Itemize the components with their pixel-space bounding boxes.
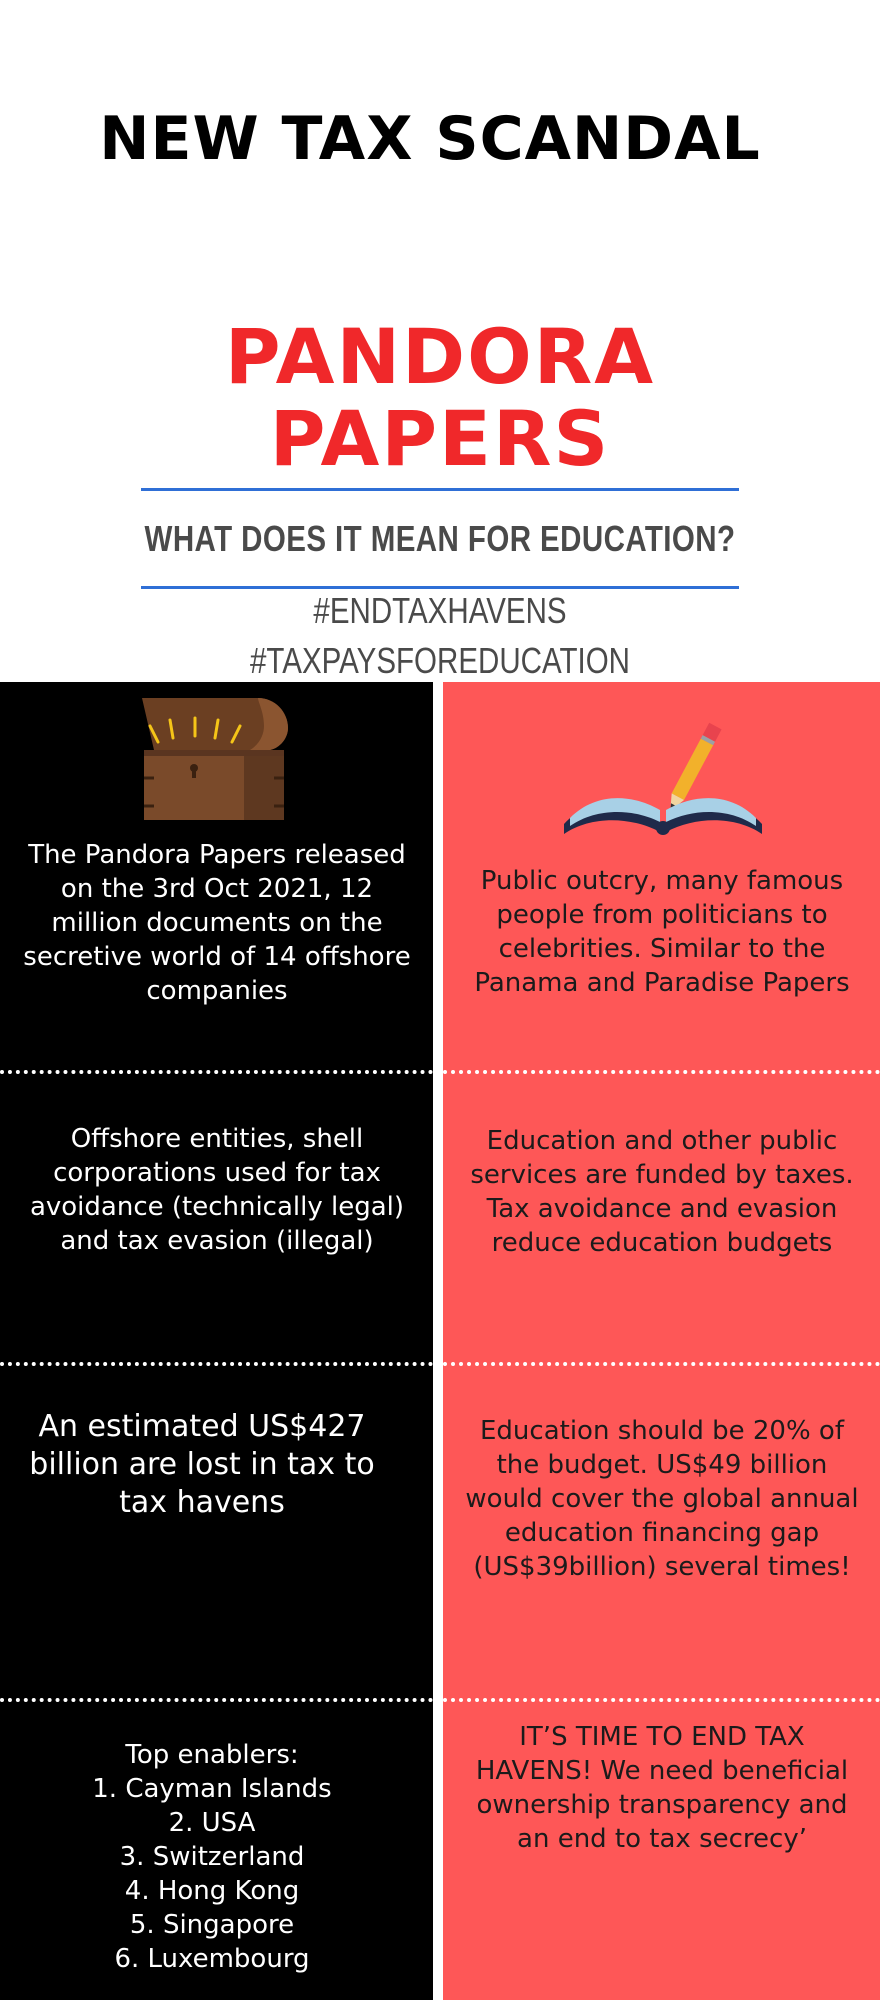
- top-enablers-list: [16, 1738, 408, 1976]
- top-enablers-heading: Top enablers:: [125, 1740, 299, 1770]
- bottom-divider-line: [141, 586, 739, 589]
- row-divider: [443, 1362, 880, 1366]
- header-title: NEW TAX SCANDAL: [99, 104, 761, 174]
- main-title: [0, 312, 880, 483]
- row3-left-text: An estimated US$427 billion are lost in tax to tax havens: [29, 1409, 375, 1520]
- row4-right-text: IT’S TIME TO END TAX HAVENS! We need beneficial ownership transparency and an end to tax secrecy’: [475, 1722, 849, 1854]
- subtitle: WHAT DOES IT MEAN FOR EDUCATION?: [144, 518, 736, 559]
- row-divider: [0, 1698, 433, 1702]
- enabler-item: 1. Cayman Islands: [92, 1774, 332, 1804]
- row-divider: [443, 1070, 880, 1074]
- row-divider: [0, 1362, 433, 1366]
- top-divider-line: [141, 488, 739, 491]
- open-book-pencil-icon: [560, 716, 766, 840]
- row1-left-text: The Pandora Papers released on the 3rd Oct 2021, 12 million documents on the secretive world of 14 offshore companies: [23, 840, 411, 1006]
- treasure-chest-icon: [140, 698, 290, 820]
- main-title-line1: PANDORA: [224, 312, 656, 401]
- enabler-item: 3. Switzerland: [119, 1842, 305, 1872]
- row-divider: [443, 1698, 880, 1702]
- hashtag-end-tax-havens: #ENDTAXHAVENS: [313, 590, 567, 631]
- row2-left-text: Offshore entities, shell corporations used for tax avoidance (technically legal) and tax evasion (illegal): [29, 1124, 405, 1256]
- main-title-line2: PAPERS: [269, 394, 611, 483]
- enabler-item: 5. Singapore: [129, 1910, 295, 1940]
- row-divider: [0, 1070, 433, 1074]
- hashtag-tax-pays-for-education: #TAXPAYSFOREDUCATION: [250, 640, 630, 681]
- row1-right-text: Public outcry, many famous people from politicians to celebrities. Similar to the Panama and Paradise Papers: [474, 866, 850, 998]
- enabler-item: 6. Luxembourg: [114, 1944, 310, 1974]
- enabler-item: 4. Hong Kong: [124, 1876, 300, 1906]
- row3-right-text: Education should be 20% of the budget. US$49 billion would cover the global annual education financing gap (US$39billion) several times!: [465, 1416, 859, 1582]
- row2-right-text: Education and other public services are funded by taxes. Tax avoidance and evasion reduce education budgets: [470, 1126, 854, 1258]
- enabler-item: 2. USA: [168, 1808, 256, 1838]
